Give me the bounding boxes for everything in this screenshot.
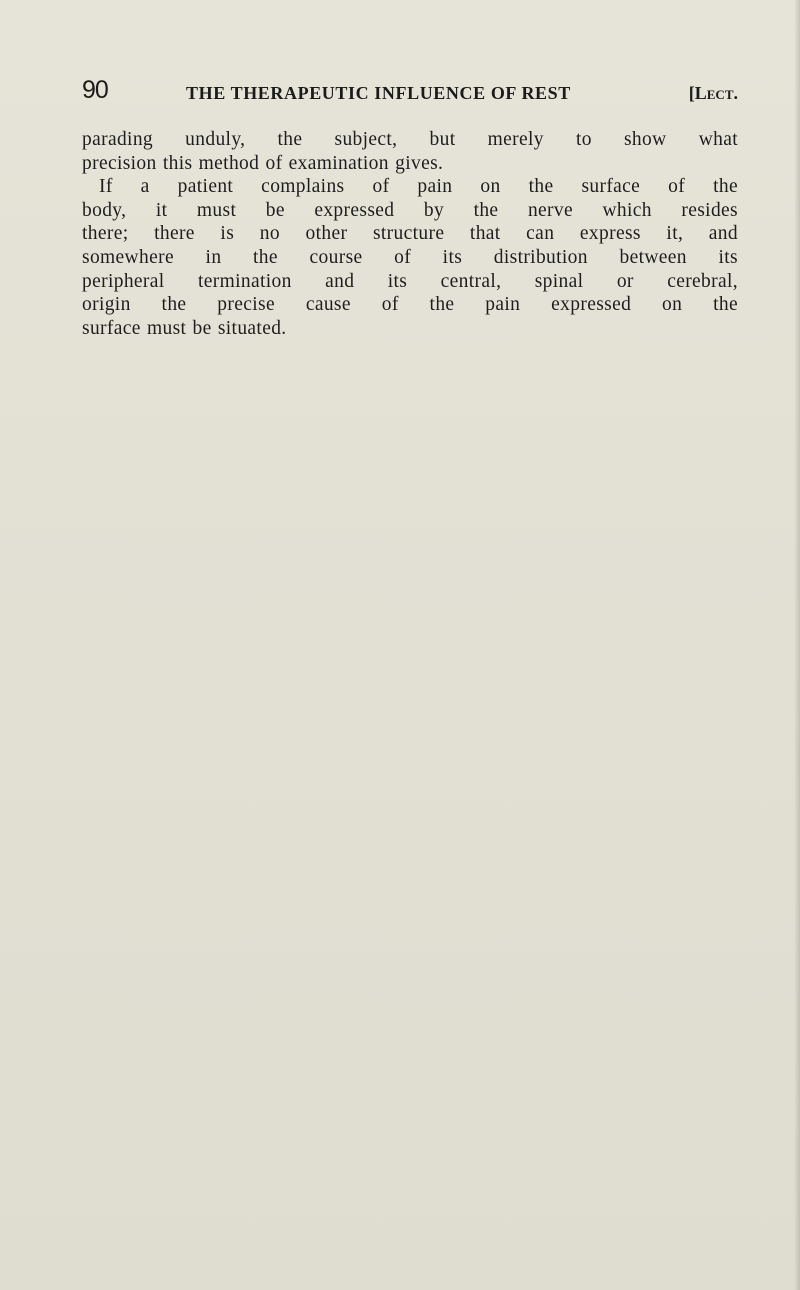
body-text [82, 128, 738, 340]
text-line: somewhere in the course of its distribution between its [82, 246, 738, 268]
paragraph-1 [82, 128, 738, 175]
text-line: If a patient complains of pain on the surface of the [99, 176, 738, 198]
running-title: THE THERAPEUTIC INFLUENCE OF REST [186, 83, 571, 103]
text-line: parading unduly, the subject, but merely to show what [82, 129, 738, 150]
page-number: 90 [82, 76, 108, 104]
text-line: peripheral termination and its central, spinal or cerebral, [82, 270, 738, 292]
text-line: there; there is no other structure that can express it, and [82, 223, 738, 245]
text-line: origin the precise cause of the pain expressed on the [82, 294, 738, 316]
running-header [82, 76, 738, 106]
text-line: precision this method of examination gives. [82, 152, 444, 174]
section-mark: [Lect. [688, 83, 738, 103]
paragraph-2 [82, 175, 738, 340]
text-line: body, it must be expressed by the nerve which resides [82, 199, 738, 221]
page-edge-shadow [794, 0, 800, 1290]
text-line: surface must be situated. [82, 317, 287, 339]
